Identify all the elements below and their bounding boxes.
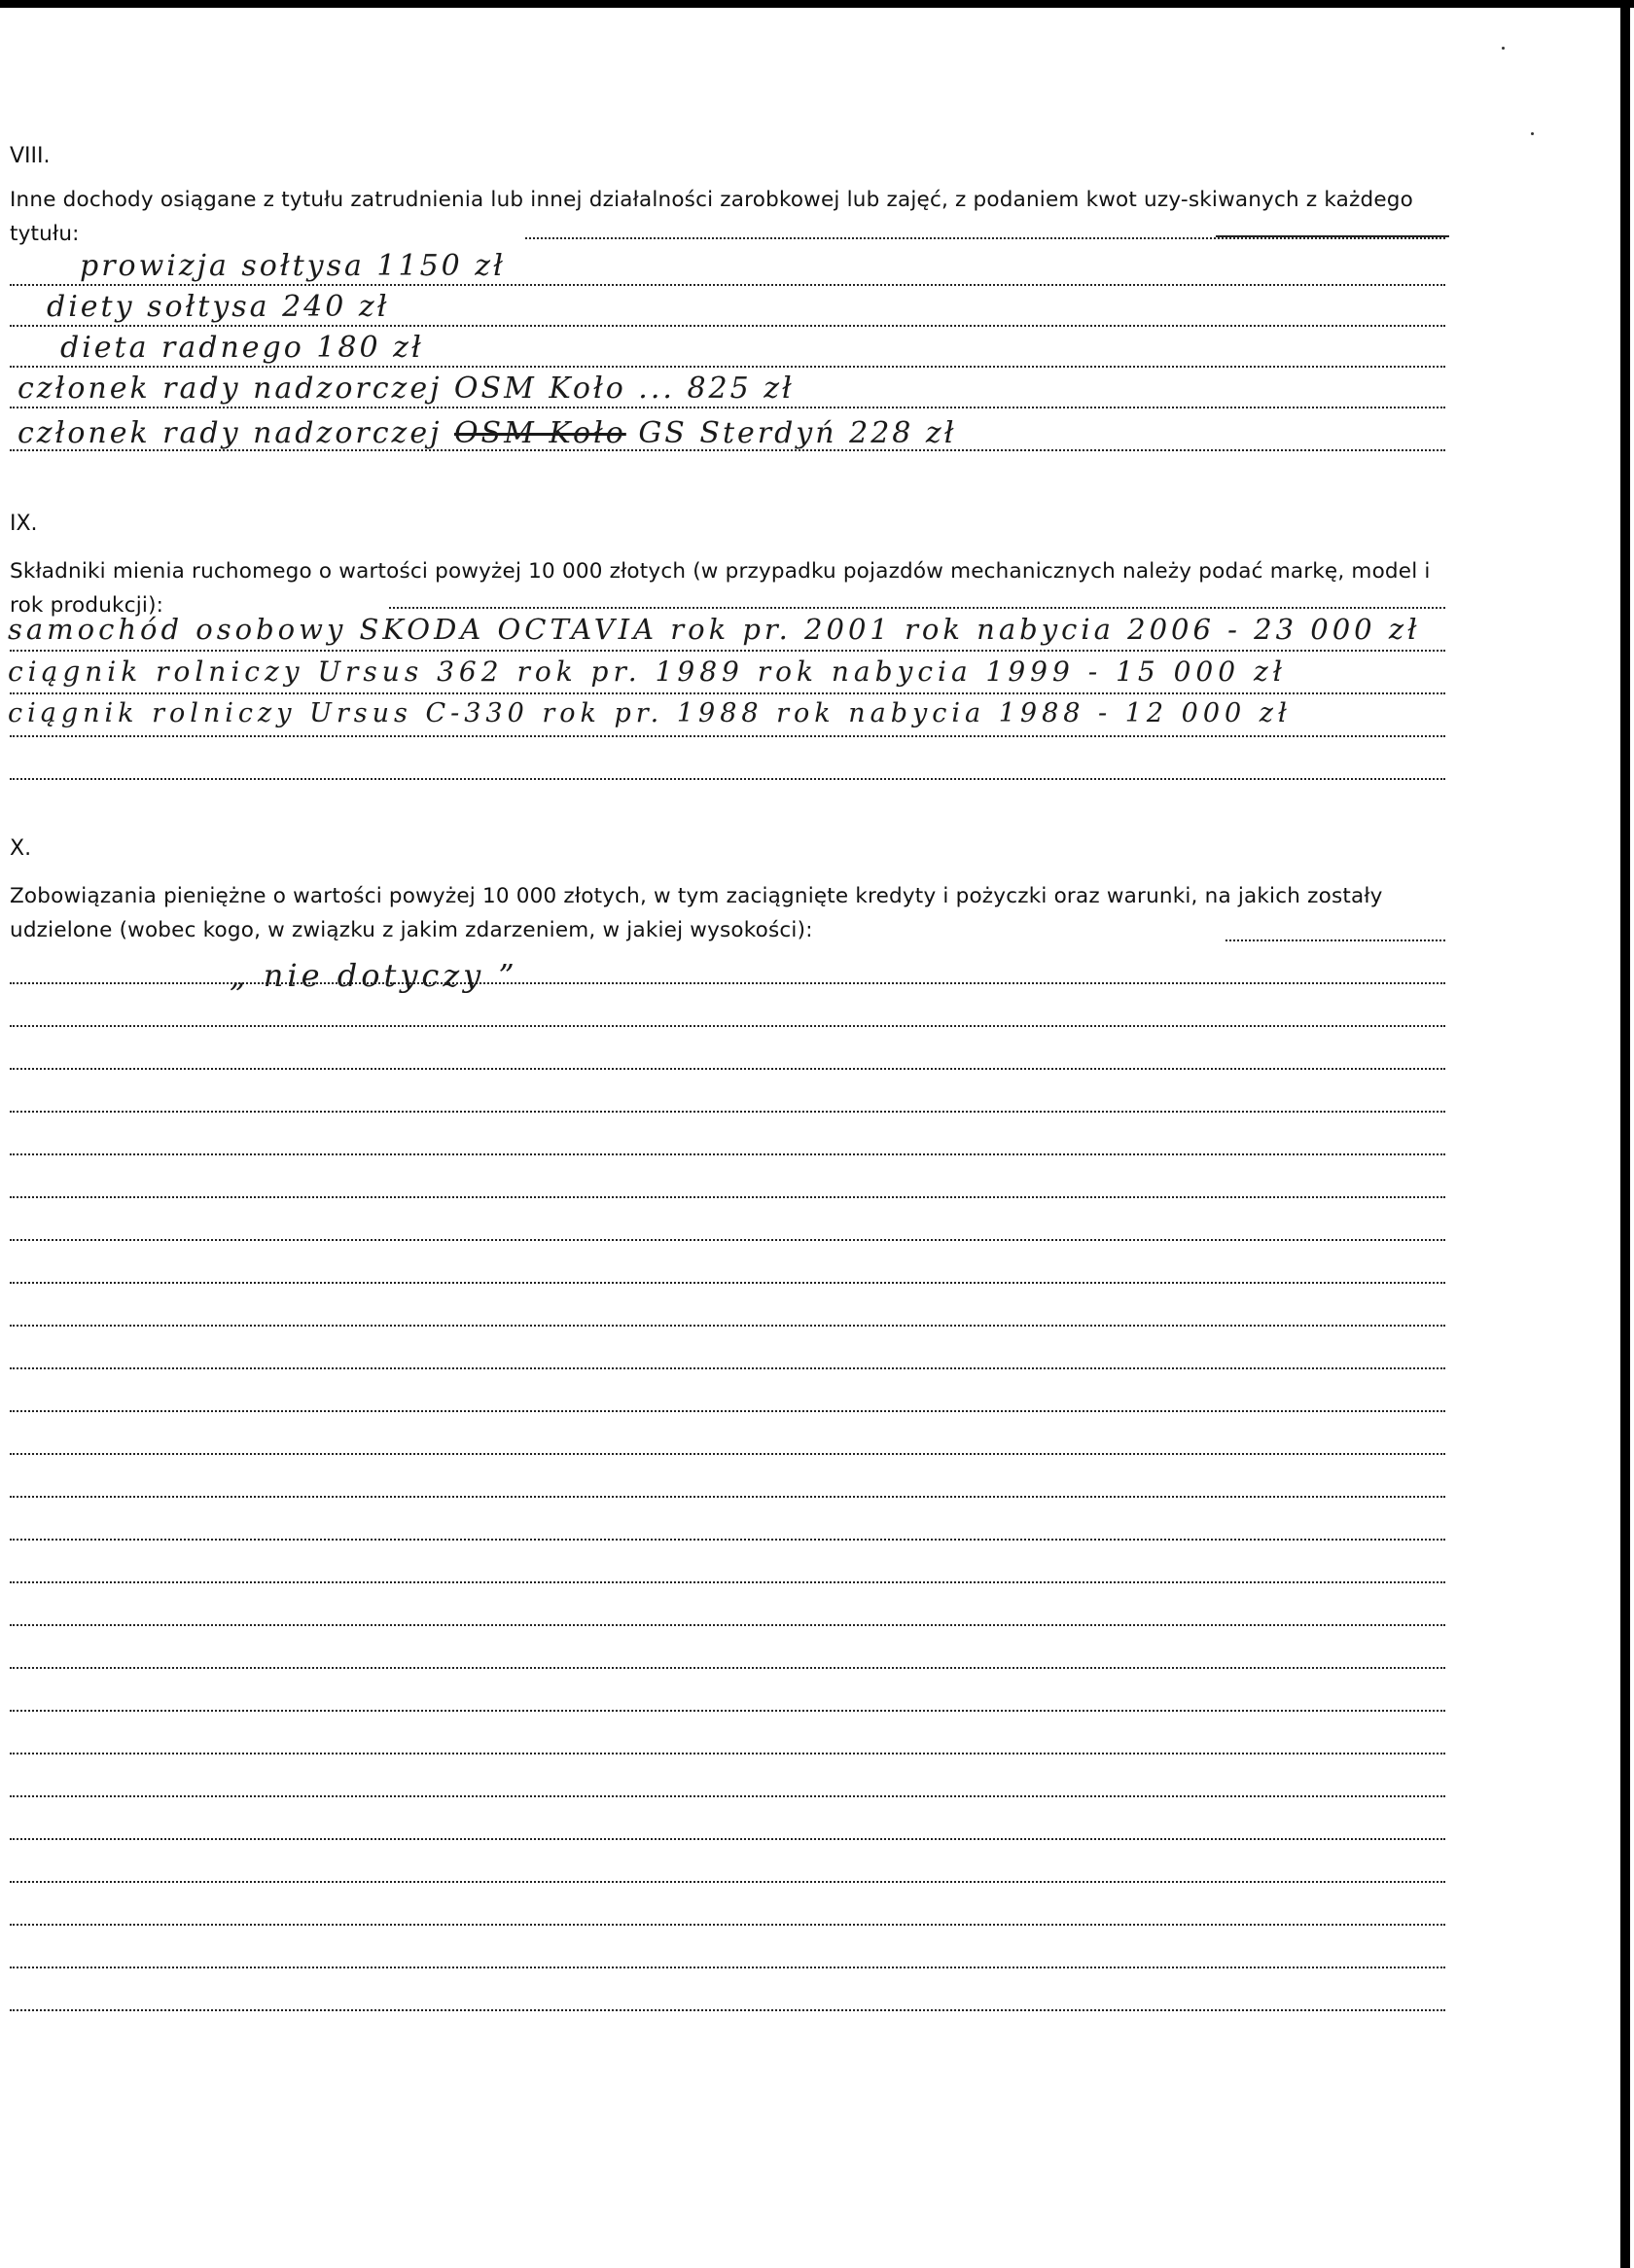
entry-suffix: GS Sterdyń 228 zł <box>638 416 957 450</box>
dotted-line <box>10 1581 1445 1583</box>
dotted-line <box>10 982 1445 984</box>
dotted-line <box>10 407 1445 408</box>
section-viii-heading: VIII. <box>10 144 51 168</box>
dotted-line <box>10 2009 1445 2011</box>
dotted-line <box>10 1924 1445 1926</box>
dotted-line <box>10 1539 1445 1541</box>
dotted-line <box>10 735 1445 737</box>
scan-speck <box>1531 132 1534 135</box>
handwritten-entry: diety sołtysa 240 zł <box>47 290 390 324</box>
dotted-line <box>10 1795 1445 1797</box>
handwritten-entry: członek rady nadzorczej OSM Koło ... 825 zł <box>18 372 795 406</box>
dotted-line <box>389 607 1445 609</box>
dotted-line <box>10 1496 1445 1498</box>
handwritten-entry: samochód osobowy SKODA OCTAVIA rok pr. 2001 rok nabycia 2006 - 23 000 zł <box>8 613 1421 646</box>
section-ix-description: Składniki mienia ruchomego o wartości powyżej 10 000 złotych (w przypadku pojazdów mechanicznych należy podać markę, model i rok produkcji): <box>10 559 1431 618</box>
dotted-line <box>1226 939 1445 941</box>
dotted-line <box>10 650 1445 652</box>
dotted-line <box>10 325 1445 327</box>
dotted-line <box>10 1068 1445 1070</box>
dotted-line <box>10 1282 1445 1284</box>
dotted-line <box>10 284 1445 286</box>
dotted-line <box>10 1196 1445 1198</box>
section-x-description: Zobowiązania pieniężne o wartości powyżej 10 000 złotych, w tym zaciągnięte kredyty i pożyczki oraz warunki, na jakich zostały udzielone (wobec kogo, w związku z jakim zdarzeniem, w jakiej wysokości): <box>10 884 1383 942</box>
dotted-line <box>10 692 1445 694</box>
dotted-line <box>10 1838 1445 1840</box>
scan-border-top <box>0 0 1634 8</box>
scan-border-right <box>1620 0 1630 2268</box>
dotted-line <box>10 1025 1445 1027</box>
dotted-line <box>10 366 1445 368</box>
handwritten-entry-5 <box>18 416 956 450</box>
handwritten-entry: ciągnik rolniczy Ursus C-330 rok pr. 1988 rok nabycia 1988 - 12 000 zł <box>8 698 1292 728</box>
dotted-line <box>10 1367 1445 1369</box>
handwritten-entry: dieta radnego 180 zł <box>60 331 424 365</box>
dotted-line <box>10 778 1445 780</box>
dotted-line <box>10 1239 1445 1241</box>
dotted-line <box>10 1153 1445 1155</box>
handwritten-entry: prowizja sołtysa 1150 zł <box>80 249 506 283</box>
dotted-line <box>10 1753 1445 1754</box>
struck-text: OSM Koło <box>453 416 626 450</box>
dash-line <box>1216 235 1449 237</box>
scan-speck <box>1502 47 1505 50</box>
section-x-heading: X. <box>10 836 32 861</box>
handwritten-entry: „ nie dotyczy ” <box>230 957 518 994</box>
dotted-line <box>10 1325 1445 1327</box>
dotted-line <box>525 237 1445 239</box>
dotted-line <box>10 1111 1445 1113</box>
dotted-line <box>10 1967 1445 1968</box>
dotted-line <box>10 1710 1445 1712</box>
handwritten-entry: ciągnik rolniczy Ursus 362 rok pr. 1989 rok nabycia 1999 - 15 000 zł <box>8 656 1287 688</box>
dotted-line <box>10 1667 1445 1669</box>
dotted-line <box>10 1410 1445 1412</box>
section-viii-description: Inne dochody osiągane z tytułu zatrudnienia lub innej działalności zarobkowej lub zajęć, z podaniem kwot uzy-skiwanych z każdego tytułu: <box>10 188 1413 246</box>
dotted-line <box>10 1453 1445 1455</box>
dotted-line <box>10 1881 1445 1883</box>
entry-prefix: członek rady nadzorczej <box>18 416 443 450</box>
dotted-line <box>10 1624 1445 1626</box>
section-ix-heading: IX. <box>10 512 38 536</box>
